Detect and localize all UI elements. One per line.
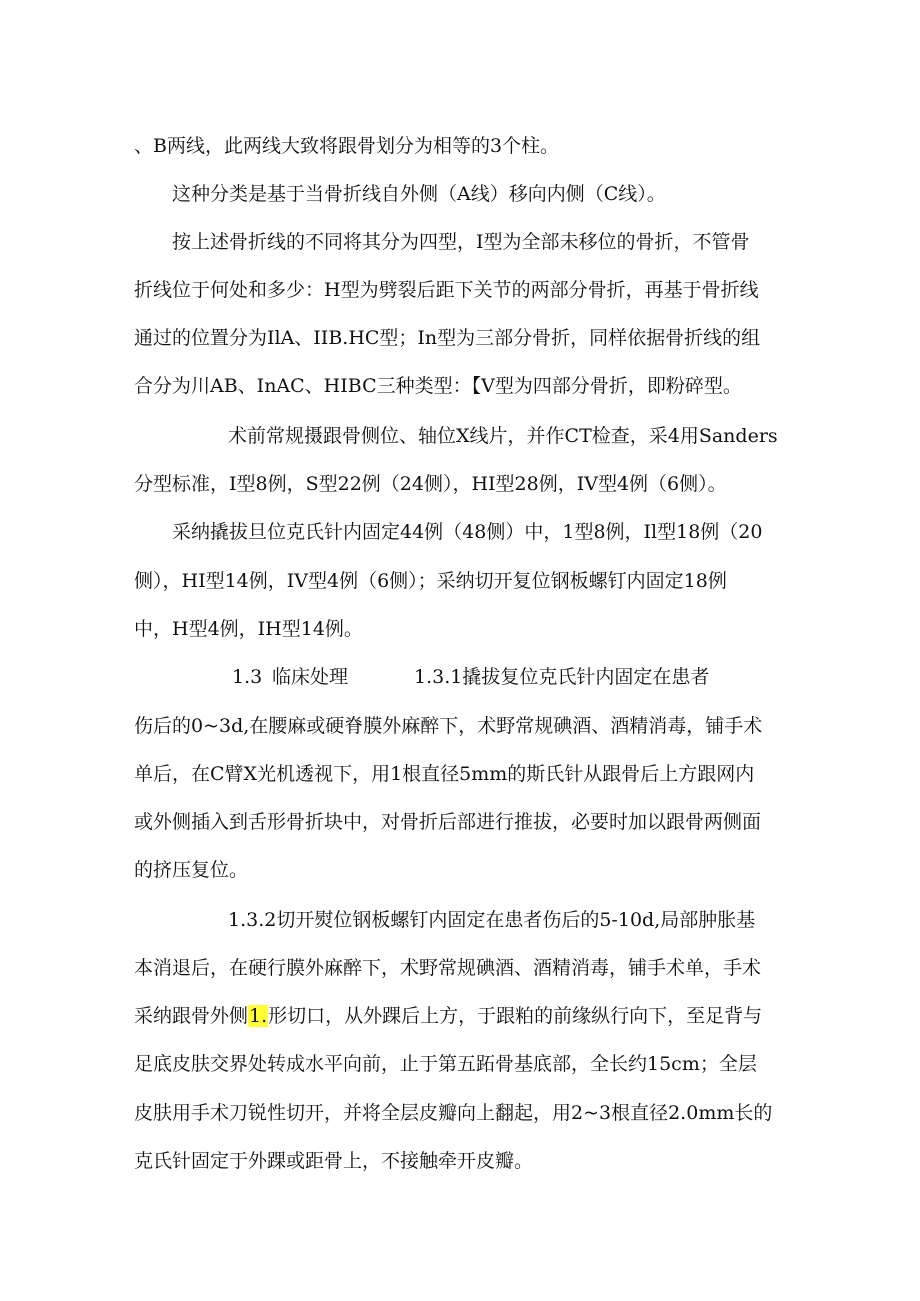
paragraph-5-line-3: 中，H型4例，IH型14例。 [134,618,363,640]
paragraph-7-line-1: 1.3.2切开熨位钢板螺钉内固定在患者伤后的5-10d,局部肿胀基 [228,909,756,931]
paragraph-7-line-2: 本消退后，在硬行膜外麻醉下，术野常规碘酒、酒精消毒，铺手术单，手术 [134,957,762,979]
section-number: 1.3 [232,666,263,688]
paragraph-7-line-3 [134,1004,762,1028]
paragraph-7-line-3-before: 采纳跟骨外侧 [134,1005,249,1027]
paragraph-3-line-1: 按上述骨折线的不同将其分为四型，I型为全部未移位的骨折，不管骨 [172,231,750,253]
paragraph-3-line-4: 合分为川AB、InAC、HIBC三种类型：【V型为四部分骨折，即粉碎型。 [134,375,742,397]
paragraph-7-line-3-after: 形切口，从外踝后上方，于跟粕的前缘纵行向下，至足背与 [268,1005,763,1027]
paragraph-1-line-1: 、B两线，此两线大致将跟骨划分为相等的3个柱。 [134,135,560,157]
paragraph-7-line-5: 皮肤用手术刀锐性切开，并将全层皮瓣向上翻起，用2~3根直径2.0mm长的 [134,1102,773,1124]
paragraph-6-line-4: 的挤压复位。 [134,859,249,881]
paragraph-7-line-6: 克氏针固定于外踝或距骨上，不接触牵开皮瓣。 [134,1150,534,1172]
paragraph-4-line-1: 术前常规摄跟骨侧位、轴位X线片，并作CT检查，采4用Sanders [228,425,778,447]
paragraph-6-line-1: 伤后的0~3d,在腰麻或硬脊膜外麻醉下，术野常规碘酒、酒精消毒，铺手术 [134,715,763,737]
paragraph-6-line-3: 或外侧插入到舌形骨折块中，对骨折后部进行推拔，必要时加以跟骨两侧面 [134,811,762,833]
paragraph-3-line-3: 通过的位置分为IlA、IIB.HC型；In型为三部分骨折，同样依据骨折线的组 [134,327,761,349]
highlighted-text: 1. [249,1005,268,1027]
paragraph-3-line-2: 折线位于何处和多少：H型为劈裂后距下关节的两部分骨折，再基于骨折线 [134,279,759,301]
paragraph-5-line-2: 侧），HI型14例，IV型4例（6侧）；采纳切开复位钢板螺钉内固定18例 [134,570,727,592]
paragraph-2-line-1: 这种分类是基于当骨折线自外侧（A线）移向内侧（C线）。 [172,183,666,205]
paragraph-7-line-4: 足底皮肤交界处转成水平向前，止于第五跖骨基底部，全长约15cm；全层 [134,1053,757,1075]
subsection-heading: 1.3.1撬拔复位克氏针内固定在患者 [414,666,710,688]
paragraph-5-line-1: 采纳撬拔旦位克氏针内固定44例（48侧）中，1型8例，Il型18例（20 [172,521,763,543]
section-title: 临床处理 [272,666,349,688]
paragraph-4-line-2: 分型标准，I型8例，S型22例（24侧），HI型28例，IV型4例（6侧）。 [134,473,727,495]
paragraph-6-line-2: 单后，在C臂X光机透视下，用1根直径5mm的斯氏针从跟骨后上方跟网内 [134,763,755,785]
